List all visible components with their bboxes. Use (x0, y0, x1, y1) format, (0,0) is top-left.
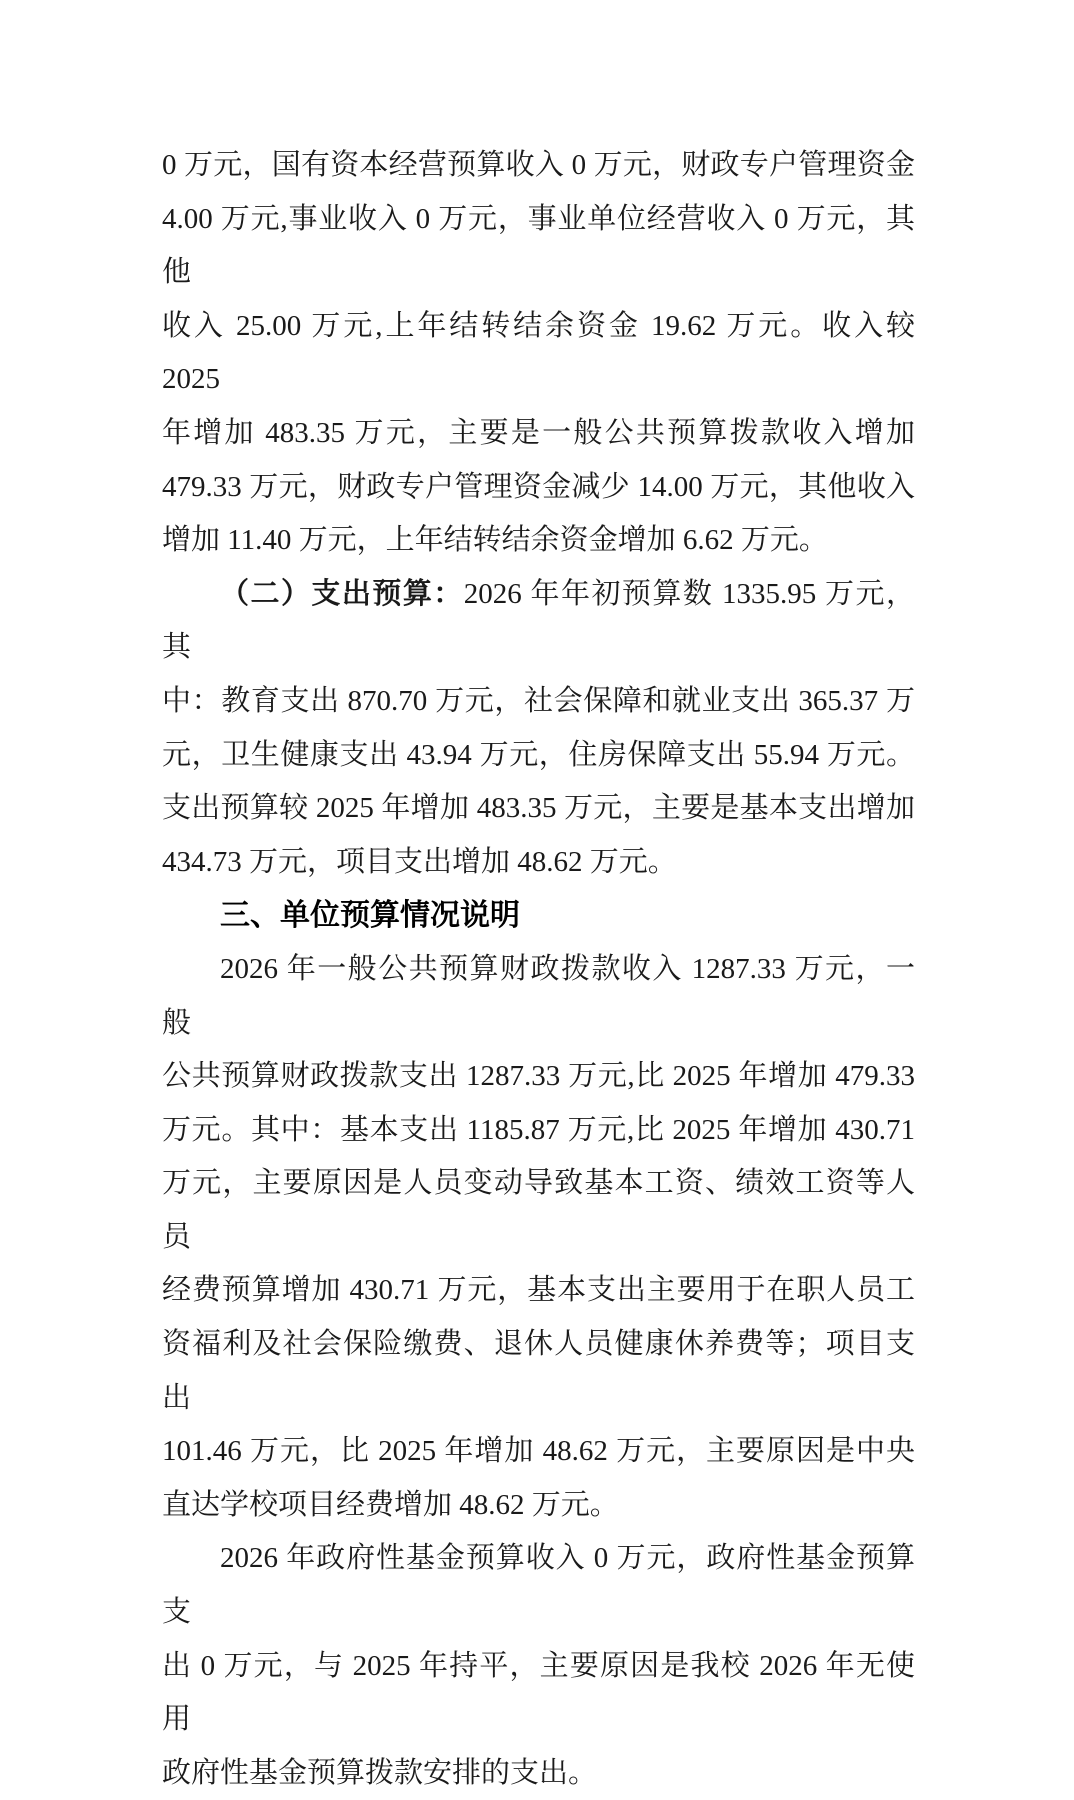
text-line: 政府性基金预算拨款安排的支出。 (162, 1756, 598, 1789)
text-line: 支出预算较 2025 年增加 483.35 万元，主要是基本支出增加 (162, 792, 915, 825)
text-line: 出 0 万元，与 2025 年持平，主要原因是我校 2026 年无使用 (162, 1649, 915, 1736)
text-line: 2026 年政府性基金预算收入 0 万元，政府性基金预算支 (162, 1542, 915, 1629)
document-body (162, 139, 915, 1800)
text-line (162, 568, 915, 675)
text-line: 0 万元，国有资本经营预算收入 0 万元，财政专户管理资金 (162, 149, 915, 181)
text-line: 直达学校项目经费增加 48.62 万元。 (162, 1488, 619, 1521)
text-line: 资福利及社会保险缴费、退休人员健康休养费等；项目支出 (162, 1328, 915, 1414)
text-line: 4.00 万元,事业收入 0 万元，事业单位经营收入 0 万元，其他 (162, 202, 915, 289)
text-line: 经费预算增加 430.71 万元，基本支出主要用于在职人员工 (162, 1274, 915, 1307)
text-line: 101.46 万元，比 2025 年增加 48.62 万元，主要原因是中央 (162, 1435, 915, 1468)
text-line: 中：教育支出 870.70 万元，社会保障和就业支出 365.37 万 (162, 684, 915, 717)
section-heading: 三、单位预算情况说明 (220, 899, 520, 933)
text-line: 年增加 483.35 万元，主要是一般公共预算拨款收入增加 (162, 416, 915, 449)
text-line: 434.73 万元，项目支出增加 48.62 万元。 (162, 845, 677, 878)
line-text: 2026 年年初预算数 1335.95 万元，其 (162, 577, 915, 664)
text-line: 公共预算财政拨款支出 1287.33 万元,比 2025 年增加 479.33 (162, 1060, 915, 1093)
text-line: 增加 11.40 万元，上年结转结余资金增加 6.62 万元。 (162, 524, 828, 557)
text-line: 万元，主要原因是人员变动导致基本工资、绩效工资等人员 (162, 1167, 915, 1253)
subsection-label: （二）支出预算： (220, 577, 464, 610)
text-line: 2026 年一般公共预算财政拨款收入 1287.33 万元，一般 (162, 952, 915, 1039)
text-line: 元，卫生健康支出 43.94 万元，住房保障支出 55.94 万元。 (162, 738, 915, 771)
text-line: 收入 25.00 万元,上年结转结余资金 19.62 万元。收入较 2025 (162, 309, 915, 396)
text-line: 479.33 万元，财政专户管理资金减少 14.00 万元，其他收入 (162, 470, 915, 503)
text-line: 万元。其中：基本支出 1185.87 万元,比 2025 年增加 430.71 (162, 1113, 915, 1146)
